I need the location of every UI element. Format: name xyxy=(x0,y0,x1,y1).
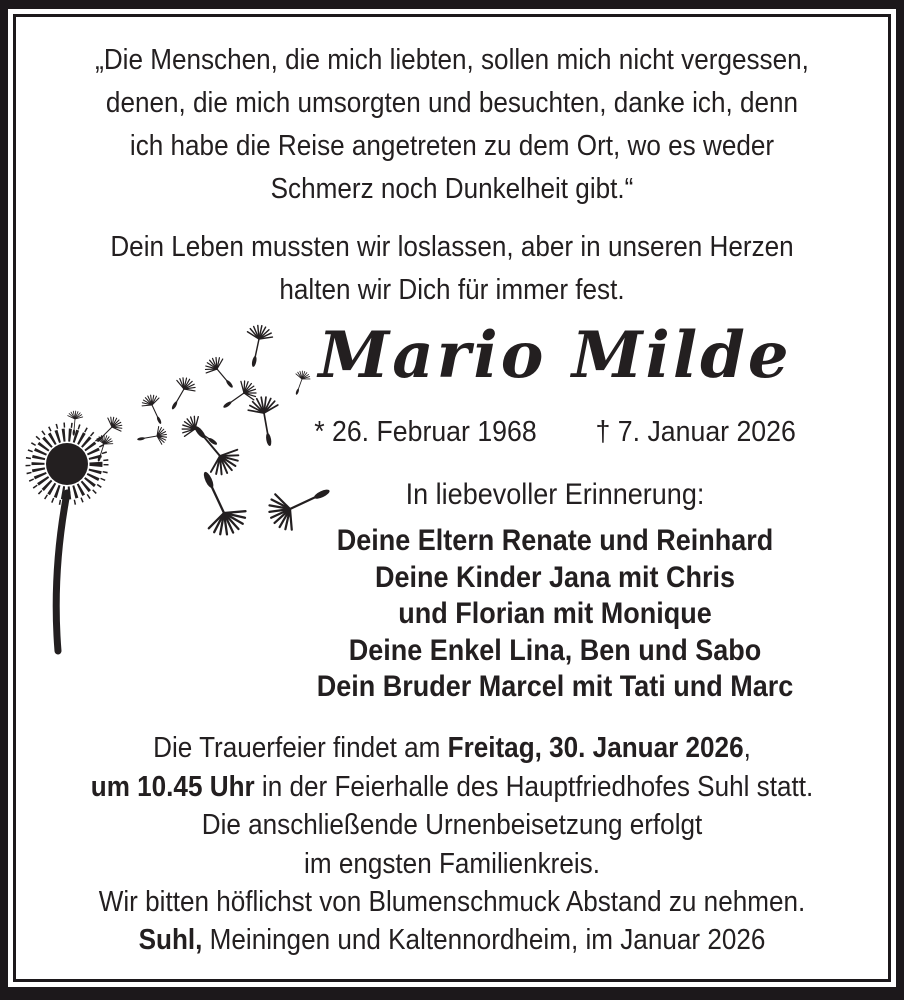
funeral-line xyxy=(60,729,845,768)
mourner-line: Dein Bruder Marcel mit Tati und Marc xyxy=(316,670,794,703)
obituary-page xyxy=(13,14,891,982)
mourner-line: Deine Eltern Renate und Reinhard xyxy=(336,524,774,557)
quote-line: „Die Menschen, die mich liebten, sollen mich nicht vergessen, xyxy=(95,44,809,76)
frame-gap xyxy=(8,9,896,987)
closing-rest: Meiningen und Kaltennordheim, im Januar 2026 xyxy=(202,924,766,956)
funeral-line: Die anschließende Urnenbeisetzung erfolgt xyxy=(201,809,703,841)
mourner-line: und Florian mit Monique xyxy=(398,597,712,630)
funeral-text: in der Feierhalle des Hauptfriedhofes Suhl statt. xyxy=(254,770,814,803)
funeral-line: im engsten Familienkreis. xyxy=(304,847,600,880)
funeral-line xyxy=(60,768,845,807)
quote-line: denen, die mich umsorgten und besuchten, danke ich, denn xyxy=(105,87,799,119)
death-date: † 7. Januar 2026 xyxy=(595,416,796,448)
deceased-name: Mario Milde xyxy=(318,318,792,393)
closing-city: Suhl, xyxy=(138,924,203,956)
funeral-date: Freitag, 30. Januar 2026 xyxy=(447,732,744,764)
mourner-line: Deine Enkel Lina, Ben und Sabo xyxy=(348,633,762,667)
funeral-info xyxy=(60,729,845,922)
quote-line: ich habe die Reise angetreten zu dem Ort, wo es weder xyxy=(129,130,775,162)
birth-date: * 26. Februar 1968 xyxy=(314,416,537,448)
memorial-heading: In liebevoller Erinnerung: xyxy=(405,478,705,511)
life-dates xyxy=(238,414,873,450)
intro-text xyxy=(60,226,845,312)
opening-quote xyxy=(60,39,845,211)
funeral-text: , xyxy=(743,732,751,764)
funeral-text: Die Trauerfeier findet am xyxy=(153,732,448,764)
closing-line xyxy=(60,922,845,958)
intro-line: Dein Leben mussten wir loslassen, aber in unseren Herzen xyxy=(110,231,794,263)
quote-line: Schmerz noch Dunkelheit gibt.“ xyxy=(270,173,634,205)
intro-line: halten wir Dich für immer fest. xyxy=(279,274,625,306)
mourners-list xyxy=(245,523,866,706)
funeral-time: um 10.45 Uhr xyxy=(90,770,255,803)
funeral-line: Wir bitten höflichst von Blumenschmuck Abstand zu nehmen. xyxy=(98,886,806,918)
mourner-line: Deine Kinder Jana mit Chris xyxy=(374,560,736,594)
